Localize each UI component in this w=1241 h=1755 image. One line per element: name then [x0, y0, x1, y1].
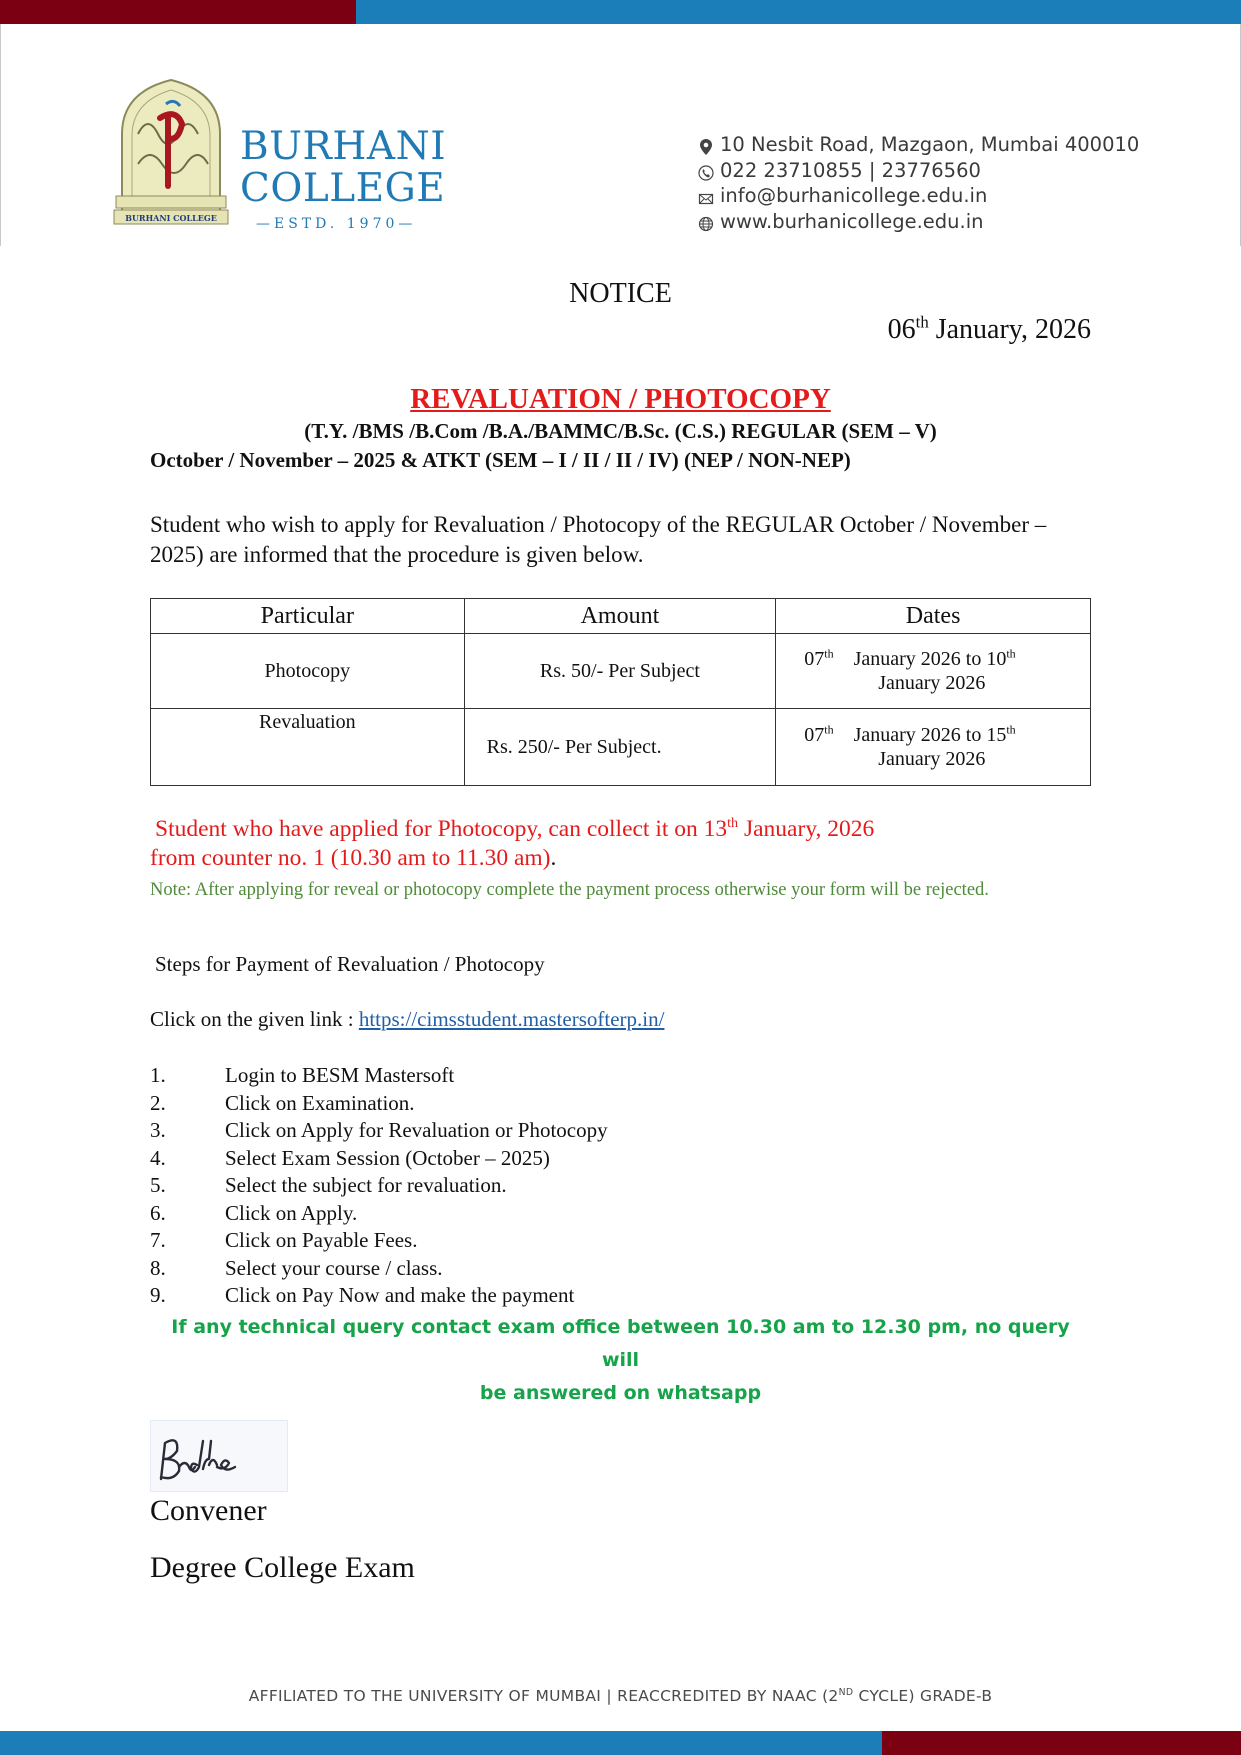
- particular-cell: Revaluation: [151, 709, 465, 786]
- notice-subtitle-1: (T.Y. /BMS /B.Com /B.A./BAMMC/B.Sc. (C.S.) REGULAR (SEM – V): [304, 419, 937, 443]
- collect-date: January, 2026: [738, 816, 875, 842]
- step-text: Login to BESM Mastersoft: [225, 1063, 455, 1087]
- amount-cell: Rs. 50/- Per Subject: [464, 634, 776, 709]
- dates-cell: [776, 634, 1091, 709]
- intro-paragraph: Student who wish to apply for Revaluation / Photocopy of the REGULAR October / November – 2025) are informed that the procedure is given below.: [150, 512, 1047, 567]
- collect-period: .: [550, 845, 557, 871]
- phone-icon: [698, 162, 714, 178]
- particular-cell: Photocopy: [151, 634, 465, 709]
- list-item: [150, 1090, 608, 1118]
- to-suffix: th: [1006, 646, 1016, 661]
- col-header-amount: Amount: [464, 599, 776, 634]
- notice-date: [888, 314, 1091, 346]
- amount-cell: Rs. 250/- Per Subject.: [464, 709, 776, 786]
- steps-title: Steps for Payment of Revaluation / Photocopy: [155, 952, 545, 976]
- payment-portal-link[interactable]: https://cimsstudent.mastersofterp.in/: [358, 1007, 665, 1031]
- globe-icon: [698, 213, 714, 229]
- signature-image: [150, 1420, 288, 1492]
- top-bar-blue: [356, 0, 1241, 24]
- notice-heading: NOTICE: [569, 278, 672, 309]
- address-text: 10 Nesbit Road, Mazgaon, Mumbai 400010: [720, 133, 1140, 156]
- step-number: 6.: [150, 1200, 166, 1225]
- step-number: 7.: [150, 1228, 166, 1252]
- dates-cell: [776, 709, 1091, 786]
- step-number: 3.: [150, 1118, 166, 1142]
- bottom-bar-blue: [0, 1731, 882, 1755]
- link-line: [150, 1007, 664, 1032]
- list-item: [150, 1255, 608, 1283]
- footer-text-end: CYCLE) GRADE-B: [853, 1687, 993, 1705]
- table-header-row: [151, 599, 1091, 634]
- list-item: [150, 1172, 608, 1200]
- col-header-dates: Dates: [776, 599, 1091, 634]
- step-text: Click on Apply.: [225, 1200, 358, 1225]
- to-suffix: th: [1006, 722, 1016, 737]
- step-text: Click on Pay Now and make the payment: [225, 1283, 575, 1307]
- date-range: January 2026 to 10: [853, 648, 1007, 670]
- date-rest: January, 2026: [928, 314, 1091, 345]
- step-number: 5.: [150, 1173, 166, 1197]
- from-day: 07: [804, 724, 825, 746]
- step-number: 9.: [150, 1283, 166, 1307]
- brand-name: [240, 126, 446, 232]
- step-text: Select Exam Session (October – 2025): [225, 1145, 550, 1170]
- list-item: [150, 1200, 608, 1228]
- from-suffix: th: [824, 646, 834, 661]
- from-suffix: th: [824, 722, 834, 737]
- steps-list: [150, 1062, 608, 1310]
- date-end: January 2026: [878, 748, 986, 770]
- step-text: Select your course / class.: [225, 1255, 443, 1280]
- footer-text: AFFILIATED TO THE UNIVERSITY OF MUMBAI | REACCREDITED BY NAAC (2: [248, 1687, 839, 1705]
- signatory-department: Degree College Exam: [150, 1551, 415, 1584]
- website-link[interactable]: www.burhanicollege.edu.in: [720, 209, 984, 233]
- list-item: [150, 1145, 608, 1173]
- payment-note: Note: After applying for reveal or photocopy complete the payment process otherwise your form will be rejected.: [150, 880, 989, 900]
- list-item: [150, 1227, 608, 1255]
- date-end: January 2026: [878, 672, 986, 694]
- step-text: Click on Apply for Revaluation or Photocopy: [225, 1118, 608, 1142]
- date-day: 06: [887, 314, 916, 345]
- bottom-bar-maroon: [882, 1731, 1241, 1755]
- mail-icon: [698, 188, 714, 204]
- fees-table: [150, 598, 1091, 786]
- notice-title: [0, 383, 1241, 416]
- technical-query-notice: [150, 1311, 1091, 1410]
- table-row: [151, 709, 1091, 786]
- step-number: 4.: [150, 1145, 166, 1170]
- table-row: [151, 634, 1091, 709]
- date-suffix: th: [915, 312, 929, 332]
- query-line-1: If any technical query contact exam office between 10.30 am to 12.30 pm, no query will: [171, 1316, 1070, 1371]
- title-text: REVALUATION / PHOTOCOPY: [410, 383, 831, 415]
- phone-text: 022 23710855 | 23776560: [720, 158, 981, 182]
- list-item: [150, 1282, 608, 1310]
- step-text: Click on Payable Fees.: [225, 1228, 418, 1252]
- top-bar-maroon: [0, 0, 356, 24]
- frame-line: [0, 24, 1, 246]
- step-text: Select the subject for revaluation.: [225, 1173, 507, 1197]
- notice-subtitle-2: October / November – 2025 & ATKT (SEM – I / II / II / IV) (NEP / NON-NEP): [150, 448, 851, 472]
- collect-notice: [150, 815, 1110, 873]
- footer-sup: ND: [838, 1686, 854, 1698]
- date-range: January 2026 to 15: [853, 724, 1007, 746]
- list-item: [150, 1117, 608, 1145]
- signatory-role: Convener: [150, 1494, 267, 1527]
- brand-line-2: COLLEGE: [240, 166, 446, 211]
- college-logo: [108, 74, 234, 230]
- step-text: Click on Examination.: [225, 1090, 415, 1115]
- from-day: 07: [804, 648, 825, 670]
- step-number: 2.: [150, 1090, 166, 1115]
- email-link[interactable]: info@burhanicollege.edu.in: [720, 184, 988, 207]
- link-label: Click on the given link :: [150, 1007, 359, 1031]
- collect-counter: from counter no. 1 (10.30 am to 11.30 am): [150, 845, 551, 871]
- collect-suffix: th: [727, 815, 739, 832]
- brand-line-1: BURHANI: [240, 124, 447, 169]
- accreditation-footer: [0, 1687, 1241, 1705]
- col-header-particular: Particular: [151, 599, 465, 634]
- brand-established: —ESTD. 1970—: [256, 216, 417, 232]
- contact-block: [698, 132, 1139, 234]
- step-number: 8.: [150, 1255, 166, 1280]
- step-number: 1.: [150, 1063, 166, 1087]
- collect-text: Student who have applied for Photocopy, can collect it on 13: [155, 816, 728, 842]
- logo-text: BURHANI COLLEGE: [125, 213, 217, 223]
- location-icon: [698, 137, 714, 153]
- query-line-2: be answered on whatsapp: [479, 1382, 762, 1404]
- list-item: [150, 1062, 608, 1090]
